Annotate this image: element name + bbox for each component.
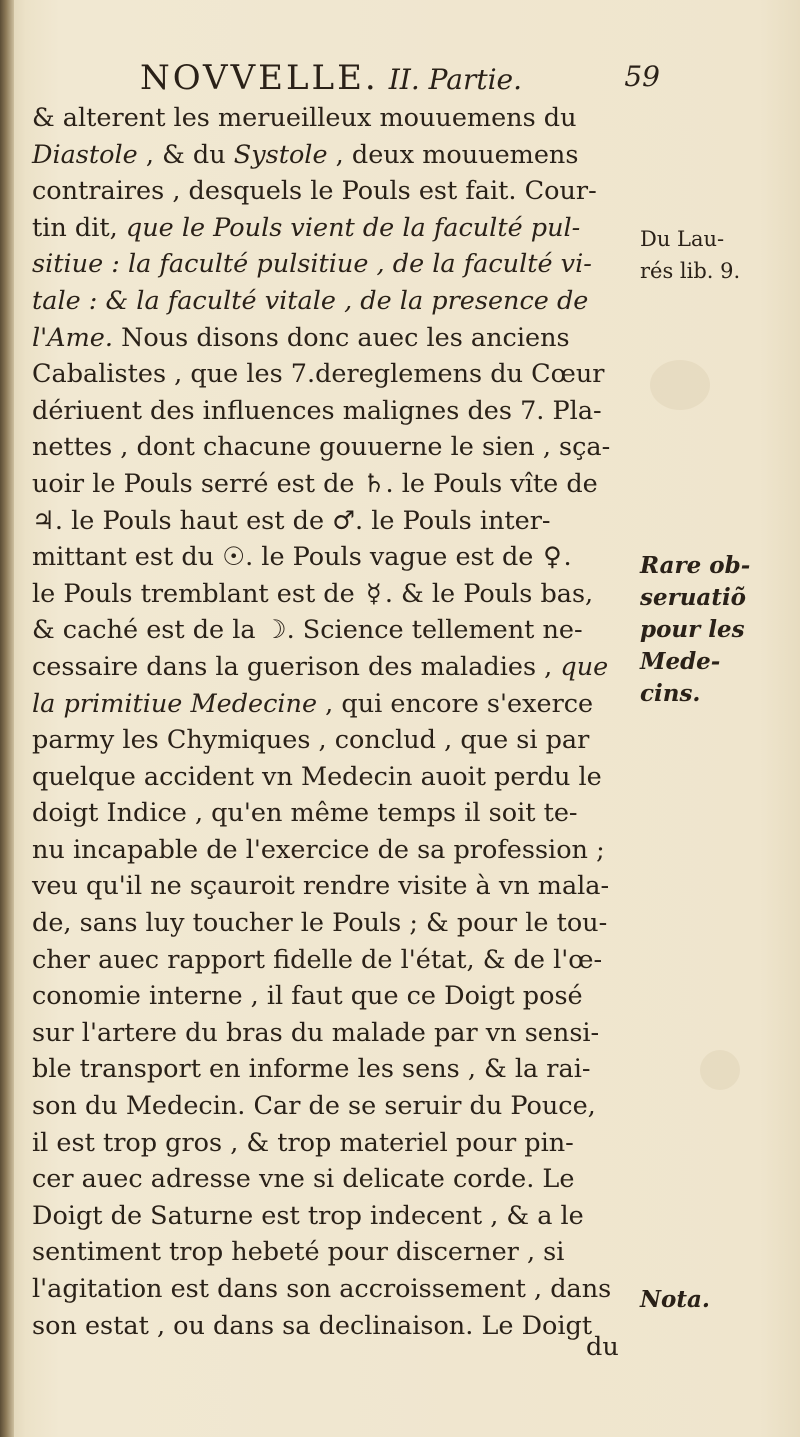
catchword: du — [586, 1332, 619, 1362]
page-binding-edge — [0, 0, 14, 1437]
margin-line: Nota. — [640, 1286, 710, 1313]
text-line — [32, 1015, 636, 1052]
text-span: nettes , dont chacune gouuerne le sien , sça- — [32, 432, 611, 463]
text-span: veu qu'il ne sçauroit rendre visite à vn mala- — [32, 871, 610, 902]
text-line — [32, 1271, 636, 1308]
text-line — [32, 1088, 636, 1125]
text-line — [32, 283, 636, 320]
planet-symbol: ☽ — [263, 615, 287, 646]
text-span: & alterent les merueilleux mouuemens du — [32, 103, 577, 133]
italic-span: la primitiue Medecine — [32, 688, 318, 719]
text-line — [32, 649, 636, 686]
text-span: Cabalistes , que les 7.dereglemens du Cœur — [32, 359, 605, 390]
text-line — [32, 1161, 636, 1198]
text-span: , qui encore s'exerce — [317, 688, 594, 719]
text-line — [32, 320, 636, 357]
text-span: son du Medecin. Car de se seruir du Pouce, — [32, 1091, 596, 1122]
margin-note-du-laurens — [640, 223, 790, 287]
text-span: cessaire dans la guerison des maladies , — [32, 651, 561, 682]
text-span: . le Pouls inter- — [355, 505, 551, 536]
text-line — [32, 942, 636, 979]
text-span: dériuent des influences malignes des 7. Pla- — [32, 395, 602, 426]
page-number: 59 — [624, 60, 660, 93]
text-span: Nous disons donc auec les anciens — [112, 322, 570, 353]
text-span: quelque accident vn Medecin auoit perdu le — [32, 761, 602, 792]
text-line — [32, 868, 636, 905]
text-span: cer auec adresse vne si delicate corde. Le — [32, 1164, 575, 1195]
text-span: Doigt de Saturne est trop indecent , & a le — [32, 1200, 584, 1231]
text-span: le Pouls tremblant est de — [32, 578, 363, 609]
text-line — [32, 100, 636, 137]
italic-span: sitiue : la faculté pulsitiue , de la faculté vi- — [32, 249, 592, 280]
margin-line: Rare ob- — [640, 552, 751, 579]
text-span: sur l'artere du bras du malade par vn sensi- — [32, 1017, 600, 1048]
text-span: conomie interne , il faut que ce Doigt posé — [32, 981, 583, 1012]
italic-span: que — [560, 651, 609, 682]
text-span: cher auec rapport fidelle de l'état, & de l'œ- — [32, 944, 603, 975]
text-line — [32, 1051, 636, 1088]
text-span: , & du — [137, 139, 234, 170]
italic-span: l'Ame. — [32, 322, 113, 353]
text-line — [32, 210, 636, 247]
planet-symbol: ☿ — [366, 578, 382, 609]
margin-note-rare-observation — [640, 550, 790, 710]
text-line — [32, 686, 636, 723]
text-line — [32, 722, 636, 759]
text-line — [32, 905, 636, 942]
text-span: il est trop gros , & trop materiel pour pin- — [32, 1127, 574, 1158]
paper-stain — [650, 360, 710, 410]
italic-span: tale : & la faculté vitale , de la presence de — [32, 285, 589, 316]
margin-line: Du Lau- — [640, 227, 725, 251]
text-line — [32, 576, 636, 613]
text-line — [32, 246, 636, 283]
planet-symbol: ♂ — [332, 505, 356, 536]
text-span: tin dit, — [32, 212, 126, 243]
text-line — [32, 978, 636, 1015]
text-line — [32, 503, 636, 540]
paper-stain — [700, 1050, 740, 1090]
text-line — [32, 759, 636, 796]
text-span: . Science tellement ne- — [286, 615, 583, 646]
text-span: doigt Indice , qu'en même temps il soit te- — [32, 798, 578, 829]
text-line — [32, 1125, 636, 1162]
italic-span: Diastole — [32, 139, 138, 170]
text-span: . le Pouls vîte de — [385, 468, 598, 499]
text-span: . — [563, 542, 572, 573]
text-span: uoir le Pouls serré est de — [32, 468, 363, 499]
text-span: son estat , ou dans sa declinaison. Le Doigt — [32, 1310, 593, 1341]
text-line — [32, 1234, 636, 1271]
margin-line: cins. — [640, 680, 701, 707]
margin-line: seruatiõ — [640, 584, 747, 611]
text-line — [32, 612, 636, 649]
header-title: NOVVELLE. — [140, 58, 379, 98]
text-line — [32, 173, 636, 210]
planet-symbol: ♃ — [32, 505, 55, 536]
text-span: , deux mouuemens — [327, 139, 579, 170]
text-line — [32, 466, 636, 503]
text-line — [32, 429, 636, 466]
text-line — [32, 1308, 636, 1345]
main-text-block — [32, 100, 636, 1344]
text-span: sentiment trop hebeté pour discerner , si — [32, 1237, 565, 1268]
text-line — [32, 539, 636, 576]
text-span: . le Pouls vague est de — [245, 542, 542, 573]
planet-symbol: ♀ — [543, 542, 562, 573]
italic-span: Systole — [233, 139, 328, 170]
text-line — [32, 393, 636, 430]
text-line — [32, 795, 636, 832]
text-line — [32, 832, 636, 869]
text-span: & caché est de la — [32, 615, 264, 646]
margin-note-nota — [640, 1284, 790, 1316]
text-span: mittant est du — [32, 542, 223, 573]
margin-line: Mede- — [640, 648, 721, 675]
margin-line: pour les — [640, 616, 745, 643]
header-part: II. Partie. — [388, 63, 523, 96]
margin-line: rés lib. 9. — [640, 259, 741, 283]
text-line — [32, 1198, 636, 1235]
text-span: parmy les Chymiques , conclud , que si par — [32, 725, 590, 756]
text-line — [32, 137, 636, 174]
text-span: nu incapable de l'exercice de sa profession ; — [32, 834, 605, 865]
text-span: l'agitation est dans son accroissement , dans — [32, 1274, 612, 1304]
text-line — [32, 356, 636, 393]
text-span: . & le Pouls bas, — [384, 578, 594, 609]
text-span: de, sans luy toucher le Pouls ; & pour le tou- — [32, 908, 608, 939]
text-span: . le Pouls haut est de — [54, 505, 333, 536]
planet-symbol: ☉ — [222, 542, 246, 573]
text-span: ble transport en informe les sens , & la rai- — [32, 1054, 591, 1085]
text-span: contraires , desquels le Pouls est fait. Cour- — [32, 176, 597, 207]
italic-span: que le Pouls vient de la faculté pul- — [125, 212, 581, 243]
running-header — [140, 58, 660, 100]
planet-symbol: ♄ — [362, 468, 386, 499]
